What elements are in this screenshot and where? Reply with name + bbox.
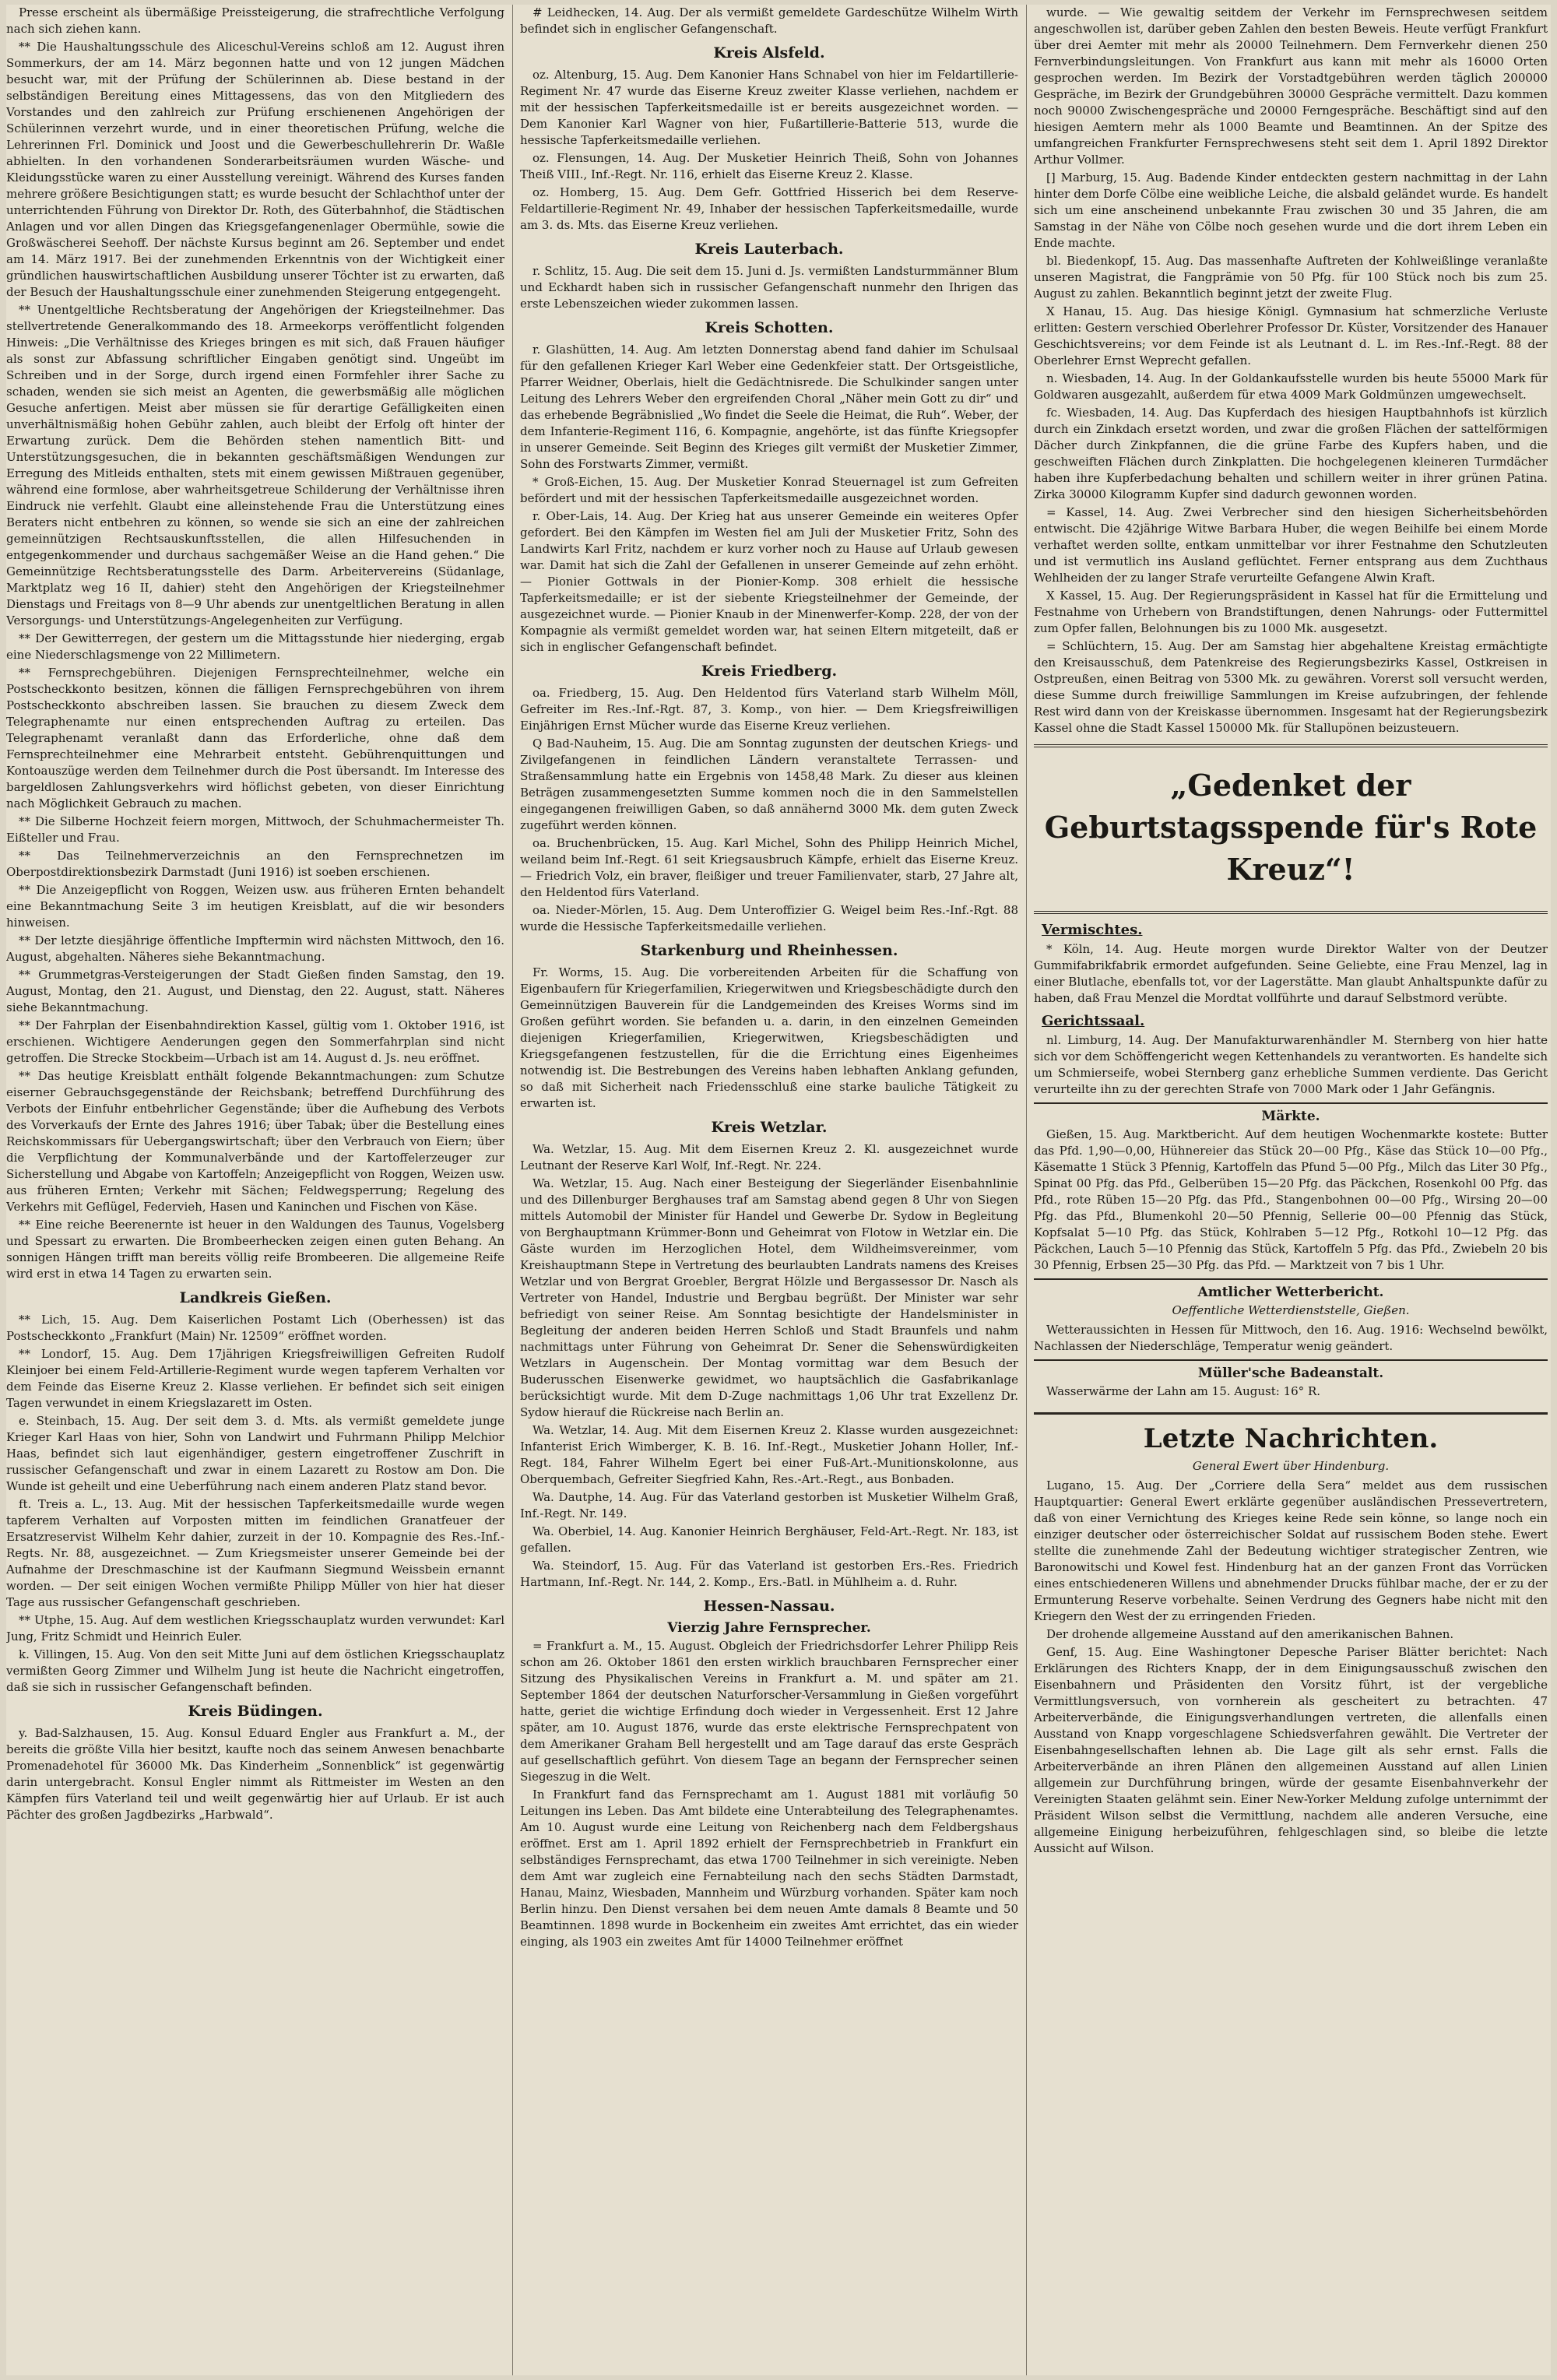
article: Genf, 15. Aug. Eine Washingtoner Depesche Pariser Blätter berichtet: Nach Erklärungen des Richters Knapp, der in dem Einigungsausschuß zwischen den Eisenbahnern und Präsidenten den Vorsitz führt, ist der vergebliche Vermittlungsversuch, von vornherein als gescheitert zu betrachten. 47 Arbeiterverbände, die Einigungsverhandlungen vertreten, die allenfalls einen Ausstand von Knapp vorgeschlagene Schiedsverfahren gewählt. Die Vertreter der Eisenbahngesellschaften lehnen ab. Die Lage gilt als sehr ernst. Falls die Arbeiterverbände an ihren Plänen den allgemeinen Ausstand auf allen Linien allgemein zur Durchführung bringen, würde der gesamte Eisenbahnverkehr der Vereinigten Staaten gelähmt sein. Einer New-Yorker Meldung zufolge unternimmt der Präsident Wilson selbst die Vermittlung, nachdem alle anderen Versuche, eine allgemeine Einigung herbeizuführen, fehlgeschlagen sind, so bleibe die letzte Aussicht auf Wilson. <box>1034 1645 1548 1855</box>
section-heading-letzte-nachrichten: Letzte Nachrichten. <box>1034 1412 1548 1455</box>
section-heading-gericht: Gerichtssaal. <box>1042 1013 1145 1029</box>
article: Lugano, 15. Aug. Der „Corriere della Sera“ meldet aus dem russischen Hauptquartier: General Ewert erklärte gegenüber ausländischen Pressevertretern, daß von einer Vernichtung des Krieges keine Rede sein könne, so lange noch ein einziger deutscher oder österreichischer Soldat auf russischem Boden stehe. Ewert stellte die zunehmende Zahl der Bedeutung wichtiger strategischer Zentren, wie Baronowitschi und Kowel fest. Hindenburg hat an der ganzen Front das Vorrücken eines entschiedeneren Willens und abnehmender Drucks fühlbar mache, der er zu der Ermunterung Reserve vorbehalte. Seinen Verdrung des Gegners habe nicht mit den Kriegern den West der zu erringenden Frieden. <box>1034 1478 1548 1623</box>
article: ** Eine reiche Beerenernte ist heuer in den Waldungen des Taunus, Vogelsberg und Spessart zu erwarten. Die Brombeerhecken zeigen einen guten Behang. An sonnigen Hängen trifft man bereits völlig reife Brombeeren. Die allgemeine Reife wird erst in etwa 14 Tagen zu erwarten sein. <box>6 1218 504 1281</box>
article: X Kassel, 15. Aug. Der Regierungspräsident in Kassel hat für die Ermittelung und Festnahme von Urhebern von Brandstiftungen, denen Nahrungs- oder Futtermittel zum Opfer fallen, Belohnungen bis zu 1000 Mk. ausgesetzt. <box>1034 589 1548 635</box>
wetzlar-section <box>520 1141 1018 1591</box>
article: oz. Homberg, 15. Aug. Dem Gefr. Gottfried Hisserich bei dem Reserve-Feldartillerie-Regiment Nr. 49, Inhaber der hessischen Tapferkeitsmedaille, wurde am 3. ds. Mts. das Eiserne Kreuz verliehen. <box>520 185 1018 232</box>
wetter-section <box>1034 1322 1548 1355</box>
landkreis-section <box>6 1312 504 1696</box>
newspaper-page <box>6 5 1551 2375</box>
article: ** Die Anzeigepflicht von Roggen, Weizen usw. aus früheren Ernten behandelt eine Bekanntmachung Seite 3 im heutigen Kreisblatt, auf die wir besonders hinweisen. <box>6 883 504 930</box>
column-middle <box>520 5 1018 2375</box>
article: ft. Treis a. L., 13. Aug. Mit der hessischen Tapferkeitsmedaille wurde wegen tapferem Verhalten auf Vorposten mitten im feindlichen Granatfeuer der Ersatzreservist Wilhelm Kehr dahier, zurzeit in der 10. Kompagnie des Res.-Inf.-Regts. Nr. 88, ausgezeichnet. — Zum Kriegsmeister unserer Gemeinde bei der Aufnahme der Dreschmaschine ist der Kaufmann Siegmund Weissbein ernannt worden. — Der seit einigen Wochen vermißte Philipp Müller von hier hat dieser Tage aus russischer Gefangenschaft geschrieben. <box>6 1497 504 1609</box>
letzte-nachrichten-section <box>1034 1478 1548 1857</box>
section-heading-maerkte: Märkte. <box>1034 1102 1548 1125</box>
article: # Leidhecken, 14. Aug. Der als vermißt gemeldete Gardeschütze Wilhelm Wirth befindet sich in englischer Gefangenschaft. <box>520 5 1018 36</box>
article: ** Der Gewitterregen, der gestern um die Mittagsstunde hier niederging, ergab eine Niederschlagsmenge von 22 Millimetern. <box>6 631 504 662</box>
article: Wa. Oberbiel, 14. Aug. Kanonier Heinrich Berghäuser, Feld-Art.-Regt. Nr. 183, ist gefallen. <box>520 1524 1018 1555</box>
lauterbach-section <box>520 263 1018 312</box>
buedingen-section <box>6 1725 504 1823</box>
article: X Hanau, 15. Aug. Das hiesige Königl. Gymnasium hat schmerzliche Verluste erlitten: Gestern verschied Oberlehrer Professor Dr. Küster, Vorsitzender des Hanauer Geschichtsvereins; vor dem Feinde ist als Leutnant d. L. im Res.-Inf.-Regt. 88 der Oberlehrer Ernst Weprecht gefallen. <box>1034 304 1548 367</box>
article: = Schlüchtern, 15. Aug. Der am Samstag hier abgehaltene Kreistag ermächtigte den Kreisausschuß, dem Patenkreise des Regierungsbezirks Kassel, Ostkreisen in Ostpreußen, einen Beitrag von 5300 Mk. zu gewähren. Vorerst soll versucht werden, diese Summe durch freiwillige Sammlungen im Kreise aufzubringen, der fehlende Rest wird dann von der Kreiskasse übernommen. Insgesamt hat der Regierungsbezirk Kassel ohne die Stadt Kassel 150000 Mk. für Stallupönen beizusteuern. <box>1034 639 1548 735</box>
article: ** Die Silberne Hochzeit feiern morgen, Mittwoch, der Schuhmachermeister Th. Eißteller und Frau. <box>6 814 504 845</box>
article: r. Ober-Lais, 14. Aug. Der Krieg hat aus unserer Gemeinde ein weiteres Opfer gefordert. Bei den Kämpfen im Westen fiel am Juli der Musketier Fritz, Sohn des Landwirts Karl Fritz, nachdem er kurz vorher noch zu Hause auf Urlaub gewesen war. Damit hat sich die Zahl der Gefallenen in unserer Gemeinde auf zehn erhöht. — Pionier Gottwals in der Pionier-Komp. 308 erhielt die hessische Tapferkeitsmedaille; er ist der siebente Kriegsteilnehmer der Gemeinde, der ausgezeichnet wurde. — Pionier Knaub in der Minenwerfer-Komp. 228, der von der Kompagnie als vermißt gemeldet worden war, hat seinen Eltern mitgeteilt, daß er sich in englischer Gefangenschaft befindet. <box>520 509 1018 654</box>
article: = Kassel, 14. Aug. Zwei Verbrecher sind den hiesigen Sicherheitsbehörden entwischt. Die 42jährige Witwe Barbara Huber, die wegen Beihilfe bei einem Morde verhaftet werden sollte, entkam unmittelbar vor ihrer Festnahme den Schutzleuten und ist vermutlich ins Ausland geflüchtet. Ferner entsprang aus dem Zuchthaus Wehlheiden der zu langer Strafe verurteilte Gefangene Alwin Kraft. <box>1034 505 1548 585</box>
column-right <box>1034 5 1548 2375</box>
section-heading-buedingen: Kreis Büdingen. <box>188 1703 323 1720</box>
article: Wa. Dautphe, 14. Aug. Für das Vaterland gestorben ist Musketier Wilhelm Graß, Inf.-Regt. Nr. 149. <box>520 1490 1018 1520</box>
article: bl. Biedenkopf, 15. Aug. Das massenhafte Auftreten der Kohlweißlinge veranlaßte unseren Magistrat, die Fangprämie von 50 Pfg. für 100 Stück noch bis zum 25. August zu zahlen. Bekanntlich beginnt jetzt der zweite Flug. <box>1034 254 1548 301</box>
article: Q Bad-Nauheim, 15. Aug. Die am Sonntag zugunsten der deutschen Kriegs- und Zivilgefangenen in feindlichen Ländern veranstaltete Terrassen- und Straßensammlung hatte ein Ergebnis von 1458,48 Mark. Zu dieser aus kleinen Beträgen zusammengesetzten Summe kommen noch die in den Sammelstellen eingegangenen freiwilligen Gaben, so daß annähernd 3000 Mk. dem guten Zweck zugeführt werden können. <box>520 736 1018 832</box>
article: oa. Nieder-Mörlen, 15. Aug. Dem Unteroffizier G. Weigel beim Res.-Inf.-Rgt. 88 wurde die Hessische Tapferkeitsmedaille verliehen. <box>520 903 1018 933</box>
alsfeld-section <box>520 67 1018 234</box>
article: * Groß-Eichen, 15. Aug. Der Musketier Konrad Steuernagel ist zum Gefreiten befördert und mit der hessischen Tapferkeitsmedaille ausgezeichnet worden. <box>520 475 1018 505</box>
article: ** Lich, 15. Aug. Dem Kaiserlichen Postamt Lich (Oberhessen) ist das Postscheckkonto „Frankfurt (Main) Nr. 12509“ eröffnet worden. <box>6 1313 504 1343</box>
article: Wa. Wetzlar, 14. Aug. Mit dem Eisernen Kreuz 2. Klasse wurden ausgezeichnet: Infanterist Erich Wimberger, K. B. 16. Inf.-Regt., Musketier Johann Holler, Inf.-Regt. 184, Fahrer Wilhelm Egert bei einer Fuß-Art.-Munitionskolonne, aus Oberquembach, Gefreiter Siegfried Kahn, Res.-Art.-Regt., aus Bonbaden. <box>520 1423 1018 1486</box>
article: ** Utphe, 15. Aug. Auf dem westlichen Kriegsschauplatz wurden verwundet: Karl Jung, Fritz Schmidt und Heinrich Euler. <box>6 1613 504 1644</box>
schotten-section <box>520 342 1018 656</box>
subheading-fernsprecher: Vierzig Jahre Fernsprecher. <box>667 1620 871 1636</box>
section-heading-wetzlar: Kreis Wetzlar. <box>711 1119 828 1136</box>
section-heading-badeanstalt: Müller'sche Badeanstalt. <box>1034 1359 1548 1382</box>
badeanstalt-section <box>1034 1383 1548 1400</box>
section-heading-friedberg: Kreis Friedberg. <box>701 663 838 680</box>
article: ** Londorf, 15. Aug. Dem 17jährigen Kriegsfreiwilligen Gefreiten Rudolf Kleinjoer bei einem Feld-Artillerie-Regiment wurde wegen tapferem Verhalten vor dem Feinde das Eiserne Kreuz 2. Klasse verliehen. Er befindet sich seit einigen Tagen verwundet in einem Kriegslazarett im Osten. <box>6 1347 504 1410</box>
article: ** Das Teilnehmerverzeichnis an den Fernsprechnetzen im Oberpostdirektionsbezirk Darmstadt (Juni 1916) ist soeben erschienen. <box>6 849 504 879</box>
article: Der drohende allgemeine Ausstand auf den amerikanischen Bahnen. <box>1046 1627 1454 1641</box>
article: oz. Altenburg, 15. Aug. Dem Kanonier Hans Schnabel von hier im Feldartillerie-Regiment Nr. 47 wurde das Eiserne Kreuz zweiter Klasse verliehen, nachdem er mit der hessischen Tapferkeitsmedaille ist er bereits ausgezeichnet worden. — Dem Kanonier Karl Wagner von hier, Fußartillerie-Batterie 513, wurde die hessische Tapferkeitsmedaille verliehen. <box>520 68 1018 147</box>
section-heading-lauterbach: Kreis Lauterbach. <box>694 241 844 258</box>
section-heading-schotten: Kreis Schotten. <box>705 319 834 336</box>
article: [] Marburg, 15. Aug. Badende Kinder entdeckten gestern nachmittag in der Lahn hinter dem Dorfe Cölbe eine weibliche Leiche, die alsbald geländet wurde. Es handelt sich um eine anscheinend unbekannte Frau zwischen 30 und 35 Jahren, die am Samstag in der Nähe von Cölbe noch gesehen wurde und die dort ihrem Leben ein Ende machte. <box>1034 171 1548 250</box>
article: y. Bad-Salzhausen, 15. Aug. Konsul Eduard Engler aus Frankfurt a. M., der bereits die größte Villa hier besitzt, kaufte noch das seinem Anwesen benachbarte Promenadehotel für 36000 Mk. Das Kinderheim „Sonnenblick“ ist gegenwärtig darin untergebracht. Konsul Engler nimmt als Rittmeister im Westen an den Kämpfen fürs Vaterland teil und weilt gegenwärtig hier auf Urlaub. Er ist auch Pächter des großen Jagdbezirks „Harbwald“. <box>6 1726 504 1822</box>
column-divider <box>512 5 513 2375</box>
column-left <box>6 5 504 2375</box>
article: Wa. Steindorf, 15. Aug. Für das Vaterland ist gestorben Ers.-Res. Friedrich Hartmann, Inf.-Regt. Nr. 144, 2. Komp., Ers.-Batl. in Mühlheim a. d. Ruhr. <box>520 1559 1018 1589</box>
article: Wetteraussichten in Hessen für Mittwoch, den 16. Aug. 1916: Wechselnd bewölkt, Nachlassen der Niederschläge, Temperatur wenig geändert. <box>1034 1323 1548 1353</box>
article: ** Der Fahrplan der Eisenbahndirektion Kassel, gültig vom 1. Oktober 1916, ist erschienen. Wichtigere Aenderungen gegen den Sommerfahrplan sind nicht getroffen. Die Strecke Stockbeim—Urbach ist am 14. August d. Js. neu eröffnet. <box>6 1018 504 1065</box>
article: r. Schlitz, 15. Aug. Die seit dem 15. Juni d. Js. vermißten Landsturmmänner Blum und Eckhardt haben sich in russischer Gefangenschaft nunmehr den Ihrigen das erste Lebenszeichen wieder zukommen lassen. <box>520 264 1018 311</box>
section-heading-starkenburg: Starkenburg und Rheinhessen. <box>640 942 898 959</box>
article: k. Villingen, 15. Aug. Von den seit Mitte Juni auf dem östlichen Kriegsschauplatz vermißten Georg Zimmer und Wilhelm Jung ist heute die Nachricht eingetroffen, daß sie sich in russischer Gefangenschaft befinden. <box>6 1647 504 1694</box>
article: n. Wiesbaden, 14. Aug. In der Goldankaufsstelle wurden bis heute 55000 Mark für Goldwaren ausgezahlt, außerdem für etwa 4009 Mark Goldmünzen umgewechselt. <box>1034 371 1548 402</box>
starkenburg-section <box>520 965 1018 1112</box>
section-heading-alsfeld: Kreis Alsfeld. <box>713 44 825 62</box>
gerichtssaal-section <box>1034 1032 1548 1098</box>
fernsprecher-section <box>520 1638 1018 1950</box>
article: e. Steinbach, 15. Aug. Der seit dem 3. d. Mts. als vermißt gemeldete junge Krieger Karl Haas von hier, Sohn von Landwirt und Fuhrmann Philipp Melchior Haas, befindet sich laut eigenhändiger, gestern eingetroffener Zuschrift in russischer Gefangenschaft und zwar in einem Lazarett zu Rostow am Don. Die Wunde ist geheilt und eine Ueberführung nach einem anderen Platz stand bevor. <box>6 1414 504 1493</box>
article: ** Grummetgras-Versteigerungen der Stadt Gießen finden Samstag, den 19. August, Montag, den 21. August, und Dienstag, den 22. August, statt. Näheres siehe Bekanntmachung. <box>6 968 504 1014</box>
red-cross-banner: „Gedenket der Geburtstagsspende für's Rote Kreuz“! <box>1034 744 1548 914</box>
article: ** Unentgeltliche Rechtsberatung der Angehörigen der Kriegsteilnehmer. Das stellvertretende Generalkommando des 18. Armeekorps veröffentlicht folgenden Hinweis: „Die Verhältnisse des Krieges bringen es mit sich, daß Frauen häufiger als sonst zur Abfassung schriftlicher Eingaben genötigt sind. Ungeübt im Schreiben und in der Sorge, durch irgend einen Formfehler ihrer Sache zu schaden, wenden sie sich meist an Agenten, die gewerbsmäßig alle möglichen Gesuche anfertigen. Meist aber müssen sie für derartige Gefälligkeiten einen unverhältnismäßig hohen Gebühr zahlen, auch bleibt der Erfolg oft hinter der Erwartung zurück. Dem die Behörden stehen namentlich Bitt- und Unterstützungsgesuchen, die in bekannten geschäftsmäßigen Wendungen zur Erregung des Mitleids enthalten, stets mit einem gewissen Mißtrauen gegenüber, während eine formlose, aber wahrheitsgetreue Schilderung der Verhältnisse ihren Eindruck nie verfehlt. Glaubt eine alleinstehende Frau die Unterstützung eines Beraters nicht entbehren zu können, so wende sie sich an eine der zahlreichen gemeinnützigen Rechtsauskunftsstellen, die allen Hilfesuchenden in entgegenkommender und durchaus sachgemäßer Weise an die Hand gehen.“ Die Gemeinnützige Rechtsberatungsstelle des Darm. Arbeitervereins (Südanlage, Marktplatz weg 16 II, dahier) steht den Angehörigen der Kriegsteilnehmer Dienstags und Freitags von 8—9 Uhr abends zur unentgeltlichen Beratung in allen Versorgungs- und Unterstützungs-Angelegenheiten zur Verfügung. <box>6 303 504 628</box>
article: oa. Friedberg, 15. Aug. Den Heldentod fürs Vaterland starb Wilhelm Möll, Gefreiter im Res.-Inf.-Rgt. 87, 3. Komp., von hier. — Dem Kriegsfreiwilligen Einjährigen Ernst Mücher wurde das Eiserne Kreuz verliehen. <box>520 686 1018 733</box>
section-heading-vermischtes: Vermischtes. <box>1042 922 1143 938</box>
column-divider <box>1026 5 1027 2375</box>
article: Wasserwärme der Lahn am 15. August: 16° R. <box>1046 1384 1321 1398</box>
article: ** Die Haushaltungsschule des Aliceschul-Vereins schloß am 12. August ihren Sommerkurs, der am 14. März begonnen hatte und von 12 jungen Mädchen besucht war, mit der Prüfung der Schülerinnen ab. Diese bestand in der selbständigen Bereitung eines Mittagessens, das von den Mitgliedern des Vorstandes und den zahlreich zur Prüfung erschienenen Angehörigen der Schülerinnen verzehrt wurde, und in einer theoretischen Prüfung, welche die Lehrerinnen Frl. Dominick und Joost und die Gewerbeschullehrerin Dr. Waßle abhielten. In den vorhandenen Sonderarbeitsräumen wurden Wäsche- und Kleidungsstücke waren zu einer Ausstellung vereinigt. Während des Kurses fanden mehrere größere Besichtigungen statt; es wurde besucht der Schlachthof unter der unterrichtenden Führung von Direktor Dr. Roth, des Güterbahnhof, die Städtischen Anlagen und vor allen Dingen das Kriegsgefangenenlager Obermühle, sowie die Großwäscherei Seehoff. Der nächste Kursus beginnt am 26. September und endet am 14. März 1917. Bei der zunehmenden Erkenntnis von der Wichtigkeit einer gründlichen hauswirtschaftlichen Ausbildung unserer Töchter ist zu erwarten, daß der Besuch der Haushaltungsschule einer zunehmenden Steigerung entgegengeht. <box>6 40 504 299</box>
article: Gießen, 15. Aug. Marktbericht. Auf dem heutigen Wochenmarkte kostete: Butter das Pfd. 1,90—0,00, Hühnereier das Stück 20—00 Pfg., Käse das Stück 10—00 Pfg., Käsematte 1 Stück 3 Pfennig, Kartoffeln das Pfund 5—00 Pfg., Milch das Liter 30 Pfg., Spinat 00 Pfg. das Pfd., Gelberüben 15—20 Pfg. das Päckchen, Rosenkohl 00 Pfg. das Pfd., rote Rüben 15—20 Pfg. das Pfd., Stangenbohnen 00—00 Pfg., Wirsing 20—00 Pfg. das Pfd., Blumenkohl 20—50 Pfennig, Sellerie 00—00 Pfennig das Stück, Kopfsalat 5—10 Pfg. das Stück, Kohlraben 5—12 Pfg., Rotkohl 10—12 Pfg. das Päckchen, Lauch 5—10 Pfennig das Stück, Kartoffeln 5 Pfg. das Pfd., Zwiebeln 20 bis 30 Pfennig, Erbsen 25—30 Pfg. das Pfd. — Marktzeit von 7 bis 1 Uhr. <box>1034 1127 1548 1272</box>
maerkte-section <box>1034 1127 1548 1274</box>
article: Wa. Wetzlar, 15. Aug. Mit dem Eisernen Kreuz 2. Kl. ausgezeichnet wurde Leutnant der Reserve Karl Wolf, Inf.-Regt. Nr. 224. <box>520 1142 1018 1172</box>
local-news-section <box>6 5 504 1282</box>
article: = Frankfurt a. M., 15. August. Obgleich der Friedrichsdorfer Lehrer Philipp Reis schon am 26. Oktober 1861 den ersten wirklich brauchbaren Fernsprecher einer Sitzung des Physikalischen Vereins in Frankfurt a. M. und später am 21. September 1864 der deutschen Naturforscher-Versammlung in Gießen vorgeführt hatte, geriet die wichtige Erfindung doch wieder in Vergessenheit. Erst 12 Jahre später, am 10. August 1876, wurde das erste elektrische Fernsprechpatent von dem Amerikaner Graham Bell hergestellt und am Tage darauf das erste Gespräch auf gesellschaftlich geführt. Von diesem Tage an begann der Fernsprecher seinen Siegeszug in die Welt. <box>520 1639 1018 1784</box>
article: In Frankfurt fand das Fernsprechamt am 1. August 1881 mit vorläufig 50 Leitungen ins Leben. Das Amt bildete eine Unterabteilung des Telegraphenamtes. Am 10. August wurde eine Leitung von Reichenberg nach dem Feldbergshaus eröffnet. Erst am 1. April 1892 erhielt der Fernsprechbetrieb in Frankfurt ein selbständiges Fernsprechamt, das etwa 1700 Teilnehmer in sich vereinigte. Neben dem Amt war zugleich eine Fernabteilung nach den sechs Städten Darmstadt, Hanau, Mainz, Wiesbaden, Mannheim und Würzburg vorhanden. Später kam noch Berlin hinzu. Den Dienst versahen bei dem neuen Amte damals 8 Beamte und 50 Beamtinnen. 1898 wurde in Bockenheim ein zweites Amt errichtet, das ein wieder einging, als 1903 ein zweites Amt für 14000 Teilnehmer eröffnet <box>520 1788 1018 1949</box>
article: nl. Limburg, 14. Aug. Der Manufakturwarenhändler M. Sternberg von hier hatte sich vor dem Schöffengericht wegen Kettenhandels zu verantworten. Es handelte sich um Schmierseife, wobei Sternberg ganz erhebliche Summen verdiente. Das Gericht verurteilte ihn zu der gerechten Strafe von 7000 Mark oder 1 Jahr Gefängnis. <box>1034 1033 1548 1096</box>
article: ** Fernsprechgebühren. Diejenigen Fernsprechteilnehmer, welche ein Postscheckkonto besitzen, können die fälligen Fernsprechgebühren von ihrem Postscheckkonto abschreiben lassen. Sie brauchen zu diesem Zweck dem Telegraphenamte nur einen entsprechenden Auftrag zu erteilen. Das Telegraphenamt veranlaßt dann das Erforderliche, ohne daß dem Fernsprechteilnehmer eine Mehrarbeit entsteht. Gebührenquittungen und Kontoauszüge werden dem Teilnehmer durch die Post übersandt. Im Interesse des bargeldlosen Zahlungsverkehrs wird höflichst gebeten, von dieser Einrichtung nach Möglichkeit Gebrauch zu machen. <box>6 666 504 810</box>
article: ** Das heutige Kreisblatt enthält folgende Bekanntmachungen: zum Schutze eiserner Gebrauchsgegenstände der Reichsbank; betreffend Durchführung des Verbots der Einfuhr entbehrlicher Gegenstände; über die Aufhebung des Verbots des Vorverkaufs der Ernte des Jahres 1916; über Tabak; über die Bestellung eines Reichskommissars für Uebergangswirtschaft; über den Verbrauch von Eiern; über die Verpflichtung der Kommunalverbände und der Kartoffelerzeuger zur Sicherstellung und Abgabe von Kartoffeln; Anzeigepflicht von Roggen, Weizen usw. aus früheren Ernten; Verkehr mit Sächen; Feldwegsperrung; Regelung des Verkehrs mit Geflügel, Federvieh, Hasen und Kaninchen und Fischen von Käse. <box>6 1069 504 1214</box>
section-heading-hessen-nassau: Hessen-Nassau. <box>703 1598 835 1615</box>
article: Fr. Worms, 15. Aug. Die vorbereitenden Arbeiten für die Schaffung von Eigenbaufern für Kriegerfamilien, Kriegerwitwen und Kriegsbeschädigte durch den Gemeinnützigen Bauverein für die Landgemeinden des Kreises Worms sind im Großen geführt worden. Sie befanden u. a. darin, in den einzelnen Gemeinden diejenigen Kriegerfamilien, Kriegerwitwen, Kriegsbeschädigten und Kriegsgefangenen festzustellen, für die die Errichtung eines Eigenheimes notwendig ist. Die Bestrebungen des Vereins haben lebhaften Anklang gefunden, so daß mit Sicherheit nach Friedensschluß eine starke bauliche Tätigkeit zu erwarten ist. <box>520 965 1018 1110</box>
section-heading-landkreis: Landkreis Gießen. <box>179 1289 332 1306</box>
regional-news-section <box>1034 5 1548 736</box>
section-heading-wetter: Amtlicher Wetterbericht. <box>1034 1278 1548 1301</box>
article: ** Der letzte diesjährige öffentliche Impftermin wird nächsten Mittwoch, den 16. August, abgehalten. Näheres siehe Bekanntmachung. <box>6 933 504 964</box>
wetter-subheading: Oeffentliche Wetterdienststelle, Gießen. <box>1172 1303 1410 1317</box>
friedberg-section <box>520 685 1018 935</box>
article: r. Glashütten, 14. Aug. Am letzten Donnerstag abend fand dahier im Schulsaal für den gefallenen Krieger Karl Weber eine Gedenkfeier statt. Der Ortsgeistliche, Pfarrer Weidner, Oberlais, hielt die Gedächtnisrede. Die Schulkinder sangen unter Leitung des Lehrers Weber den ergreifenden Choral „Näher mein Gott zu dir“ und das erhebende Begräbnislied „Wo findet die Seele die Heimat, die Ruh“. Weber, der dem Infanterie-Regiment 116, 6. Kompagnie, angehörte, ist das fünfte Kriegsopfer in unserer Gemeinde. Seit Beginn des Krieges gilt vermißt der Musketier Zimmer, Sohn des Forstwarts Zimmer, vermißt. <box>520 343 1018 471</box>
article: fc. Wiesbaden, 14. Aug. Das Kupferdach des hiesigen Hauptbahnhofs ist kürzlich durch ein Zinkdach ersetzt worden, und zwar die großen Flächen der sattelförmigen Dächer durch Zinkpfannen, die die grüne Farbe des Kupfers haben, und die geschweiften Flächen durch Zinkplatten. Die hochgelegenen kleineren Turmdächer haben ihre Kupferbedachung behalten und schillern weiter in ihrer grünen Patina. Zirka 30000 Kilogramm Kupfer sind dadurch gewonnen worden. <box>1034 406 1548 501</box>
vermischtes-section <box>1034 941 1548 1007</box>
article: Presse erscheint als übermäßige Preissteigerung, die strafrechtliche Verfolgung nach sich ziehen kann. <box>6 5 504 36</box>
article: oz. Flensungen, 14. Aug. Der Musketier Heinrich Theiß, Sohn von Johannes Theiß VIII., Inf.-Regt. Nr. 116, erhielt das Eiserne Kreuz 2. Klasse. <box>520 151 1018 181</box>
article: Wa. Wetzlar, 15. Aug. Nach einer Besteigung der Siegerländer Eisenbahnlinie und des Dillenburger Berghauses traf am Samstag abend gegen 8 Uhr von Siegen mittels Automobil der Minister für Handel und Gewerbe Dr. Sydow in Begleitung von Berghauptmann Krümmer-Bonn und Geheimrat von Flotow in Wetzlar ein. Die Gäste wurden im Herzoglichen Hotel, dem Wildheimsvereinmer, vom Kreishauptmann Stepe in Vertretung des beurlaubten Landrats namens des Kreises Wetzlar und von Bergrat Groebler, Bergrat Hölzle und Bergassessor Dr. Nasch als Vertreter von Handel, Industrie und Bergbau begrüßt. Der Minister war sehr befriedigt von seiner Reise. Am Sonntag besichtigte der Handelsminister in Begleitung der anderen beiden Herren Schloß und Stadt Braunfels und nahm nachmittags unter Führung von Geheimrat Dr. Sener die Sehenswürdigkeiten Wetzlars in Augenschein. Der Montag vormittag war dem Besuch der Buderusschen Eisenwerke gewidmet, wo hauptsächlich die Gasfabrikanlage berücksichtigt wurde. Mit dem D-Zuge nachmittags 1,06 Uhr trat Exzellenz Dr. Sydow hierauf die Rückreise nach Berlin an. <box>520 1176 1018 1419</box>
article: * Köln, 14. Aug. Heute morgen wurde Direktor Walter von der Deutzer Gummifabrikfabrik ermordet aufgefunden. Seine Geliebte, eine Frau Menzel, lag in einer Blutlache, ebenfalls tot, vor der Lagerstätte. Man glaubt Anhaltspunkte dafür zu haben, daß Frau Menzel die Mordtat vollführte und darauf Selbstmord verübte. <box>1034 942 1548 1005</box>
letzte-subheading: General Ewert über Hindenburg. <box>1192 1459 1390 1473</box>
article: wurde. — Wie gewaltig seitdem der Verkehr im Fernsprechwesen seitdem angeschwollen ist, darüber geben Zahlen den besten Beweis. Heute verfügt Frankfurt über drei Aemter mit mehr als 20000 Teilnehmern. Dem Fernverkehr dienen 250 Fernverbindungsleitungen. Von Frankfurt aus kann mit mehr als 16000 Orten gesprochen werden. Im Bezirk der Vorstadtgebühren werden täglich 200000 Gespräche, im Bezirk der Grundgebühren 30000 Gespräche vermittelt. Dazu kommen noch 90000 Zwischengespräche und 20000 Ferngespräche. Beschäftigt sind auf den hiesigen Aemtern mehr als 1000 Beamte und Beamtinnen. An der Spitze des umfangreichen Frankfurter Fernsprechwesens steht seit dem 1. April 1892 Direktor Arthur Vollmer. <box>1034 5 1548 167</box>
article: oa. Bruchenbrücken, 15. Aug. Karl Michel, Sohn des Philipp Heinrich Michel, weiland beim Inf.-Regt. 61 seit Kriegsausbruch Kämpfe, erhielt das Eiserne Kreuz. — Friedrich Volz, ein braver, fleißiger und treuer Familienvater, starb, 27 Jahre alt, den Heldentod fürs Vaterland. <box>520 836 1018 899</box>
